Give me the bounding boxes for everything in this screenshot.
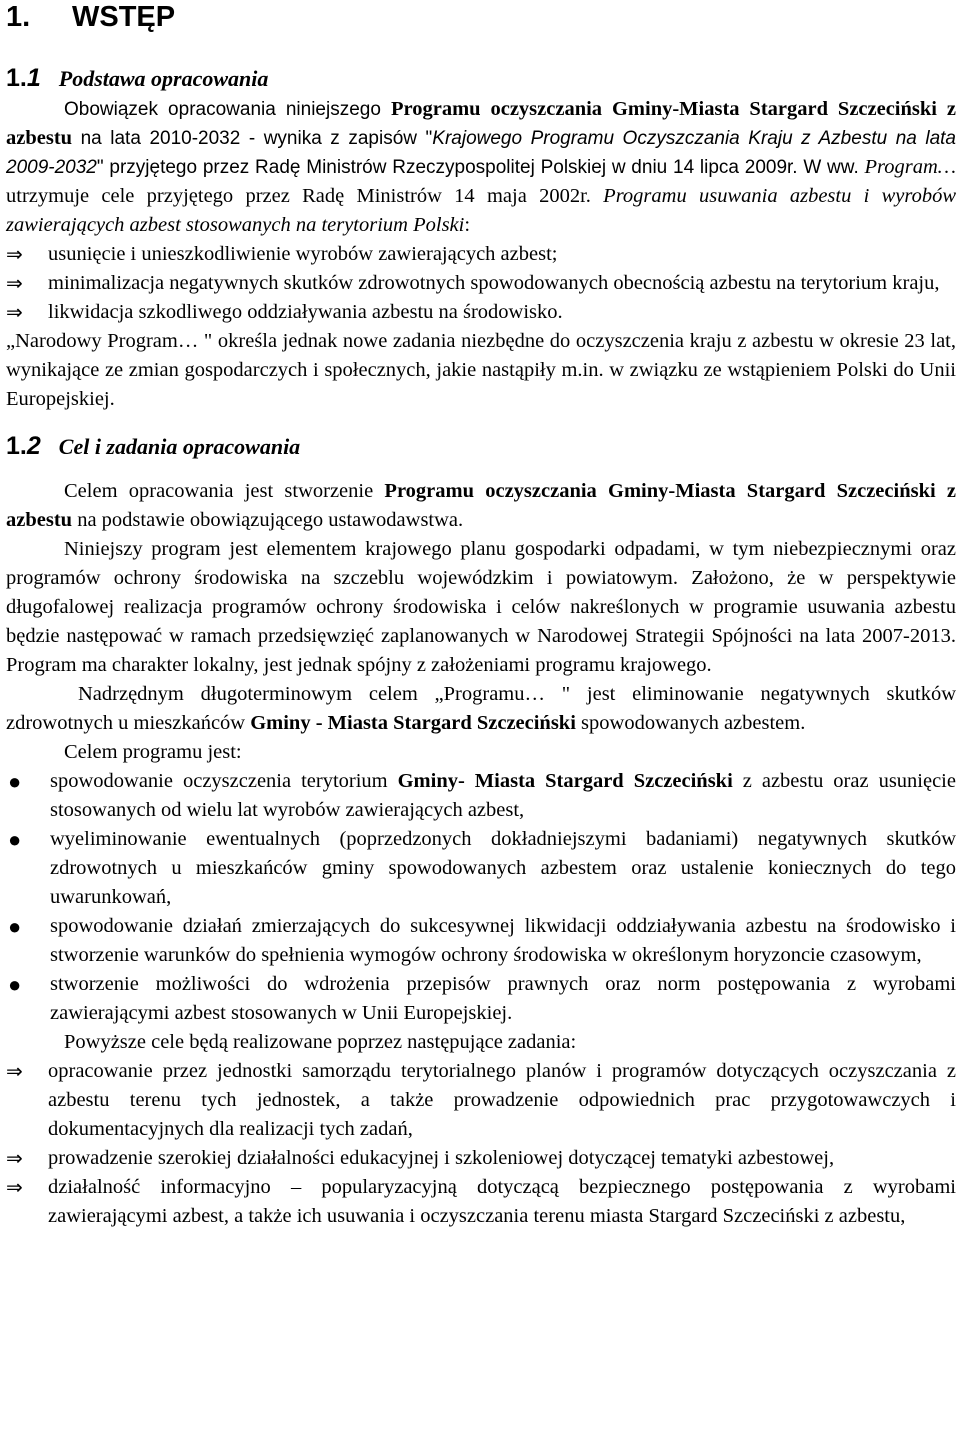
arrow-icon: ⇒ bbox=[6, 1146, 23, 1170]
section-number-prefix: 1. bbox=[6, 432, 27, 460]
goals-bullet-list bbox=[6, 767, 956, 1028]
section-title: Cel i zadania opracowania bbox=[58, 434, 301, 459]
section-heading-1-2 bbox=[6, 430, 956, 463]
arrow-icon: ⇒ bbox=[6, 242, 23, 266]
bullet-icon: ● bbox=[8, 972, 22, 997]
paragraph-legal-basis bbox=[6, 95, 956, 240]
list-item bbox=[6, 825, 956, 912]
text-run: spowodowanych azbestem. bbox=[575, 712, 806, 734]
section-heading-1-1 bbox=[6, 62, 956, 95]
list-item-text: działalność informacyjno – popularyzacyjną dotyczącą bezpiecznego postępowania z wyrobami zawierającymi azbest, a także ich usuwania i oczyszczania terenu miasta Stargard Szczeciński z azbestu, bbox=[48, 1176, 956, 1227]
text-run: Obowiązek opracowania niniejszego bbox=[64, 99, 391, 120]
program-name: Programu oczyszczania Gminy-Miasta Stargard Szczeciński z azbestu bbox=[6, 98, 956, 149]
list-item bbox=[6, 912, 956, 970]
removal-program-name: Programu usuwania azbestu i wyrobów zawierających azbest stosowanych na terytorium Polski bbox=[6, 185, 956, 236]
bullet-icon: ● bbox=[8, 827, 22, 852]
list-item bbox=[6, 1173, 956, 1231]
text-run: spowodowanie oczyszczenia terytorium bbox=[50, 770, 398, 792]
list-item bbox=[6, 1057, 956, 1144]
list-item bbox=[6, 970, 956, 1028]
list-item bbox=[6, 240, 956, 269]
chapter-title: WSTĘP bbox=[72, 1, 176, 33]
arrow-icon: ⇒ bbox=[6, 271, 23, 295]
chapter-heading bbox=[6, 0, 956, 34]
list-item-text: opracowanie przez jednostki samorządu terytorialnego planów i programów dotyczących oczyszczania z azbestu terenu tych jednostek, a także prowadzenie odpowiednich prac przygotowawczych i dokumentacyjnych dla realizacji tych zadań, bbox=[48, 1060, 956, 1140]
text-run: na podstawie obowiązującego ustawodawstwa. bbox=[72, 509, 464, 531]
national-program-name: Krajowego Programu Oczyszczania Kraju z Azbestu na lata 2009-2032 bbox=[6, 128, 957, 178]
section-number-suffix: 1 bbox=[26, 64, 41, 92]
goals-arrow-list bbox=[6, 240, 956, 327]
paragraph-purpose bbox=[6, 477, 956, 535]
text-run: Celem opracowania jest stworzenie bbox=[64, 480, 385, 502]
text-run: utrzymuje cele przyjętego przez Radę Ministrów 14 maja 2002r. bbox=[6, 185, 604, 207]
list-item-text: wyeliminowanie ewentualnych (poprzedzonych dokładniejszymi badaniami) negatywnych skutków zdrowotnych u mieszkańców gminy spowodowanych azbestem oraz ustalenie koniecznych do tego uwarunkowań, bbox=[50, 828, 956, 908]
paragraph-main-goal bbox=[6, 680, 956, 738]
list-item bbox=[6, 298, 956, 327]
text-run: Nadrzędnym długoterminowym celem „Programu… " jest eliminowanie negatywnych skutków zdrowotnych u mieszkańców bbox=[6, 683, 956, 734]
program-reference: Program… bbox=[864, 156, 956, 178]
text-run: " przyjętego przez Radę Ministrów Rzeczypospolitej Polskiej w dniu 14 lipca 2009r. W ww. bbox=[96, 157, 865, 178]
program-name: Programu oczyszczania Gminy-Miasta Stargard Szczeciński z azbestu bbox=[6, 480, 957, 531]
arrow-icon: ⇒ bbox=[6, 1175, 23, 1199]
section-number-prefix: 1. bbox=[6, 64, 27, 92]
paragraph-tasks-intro: Powyższe cele będą realizowane poprzez następujące zadania: bbox=[64, 1031, 577, 1053]
municipality-name: Gminy- Miasta Stargard Szczeciński bbox=[397, 770, 733, 792]
paragraph-waste-plan: Niniejszy program jest elementem krajowego planu gospodarki odpadami, w tym niebezpiecznymi oraz programów ochrony środowiska na szczeblu wojewódzkim i powiatowym. Założono, że w perspektywie długofalowej realizacja programów ochrony środowiska i celów nakreślonych w programie usuwania azbestu będzie następować w ramach przedsięwzięć zaplanowanych w Narodowej Strategii Spójności na lata 2007-2013. Program ma charakter lokalny, jest jednak spójny z założeniami programu krajowego. bbox=[6, 538, 956, 676]
bullet-icon: ● bbox=[8, 769, 22, 794]
list-item-text: prowadzenie szerokiej działalności edukacyjnej i szkoleniowej dotyczącej tematyki azbestowej, bbox=[48, 1147, 835, 1169]
arrow-icon: ⇒ bbox=[6, 1059, 23, 1083]
tasks-arrow-list bbox=[6, 1057, 956, 1231]
text-run: z azbestu oraz usunięcie stosowanych od wielu lat wyrobów zawierających azbest, bbox=[50, 770, 956, 821]
section-number-suffix: 2 bbox=[26, 432, 41, 460]
bullet-icon: ● bbox=[8, 914, 22, 939]
list-item-text: minimalizacja negatywnych skutków zdrowotnych spowodowanych obecnością azbestu na terytorium kraju, bbox=[48, 272, 940, 294]
document-page bbox=[6, 0, 956, 1231]
paragraph-national-program: „Narodowy Program… " określa jednak nowe zadania niezbędne do oczyszczenia kraju z azbestu w okresie 23 lat, wynikające ze zmian gospodarczych i społecznych, jakie nastąpiły m.in. w związku ze wstąpieniem Polski do Unii Europejskiej. bbox=[6, 330, 956, 410]
list-item bbox=[6, 1144, 956, 1173]
list-item bbox=[6, 767, 956, 825]
list-item bbox=[6, 269, 956, 298]
chapter-number: 1. bbox=[6, 1, 31, 33]
section-title: Podstawa opracowania bbox=[58, 66, 269, 91]
text-run: : bbox=[464, 214, 471, 236]
list-item-text: likwidacja szkodliwego oddziaływania azbestu na środowisko. bbox=[48, 301, 563, 323]
list-item-text bbox=[50, 767, 956, 825]
list-item-text: usunięcie i unieszkodliwienie wyrobów zawierających azbest; bbox=[48, 243, 558, 265]
list-item-text: spowodowanie działań zmierzających do sukcesywnej likwidacji oddziaływania azbestu na środowisko i stworzenie warunków do spełnienia wymogów ochrony środowiska w określonym horyzoncie czasowym, bbox=[50, 915, 956, 966]
text-run: na lata 2010-2032 - wynika z zapisów " bbox=[72, 128, 433, 149]
municipality-name: Gminy - Miasta Stargard Szczeciński bbox=[250, 712, 576, 734]
arrow-icon: ⇒ bbox=[6, 300, 23, 324]
paragraph-goals-intro: Celem programu jest: bbox=[64, 741, 242, 763]
list-item-text: stworzenie możliwości do wdrożenia przepisów prawnych oraz norm postępowania z wyrobami zawierającymi azbest stosowanych w Unii Europejskiej. bbox=[50, 973, 956, 1024]
